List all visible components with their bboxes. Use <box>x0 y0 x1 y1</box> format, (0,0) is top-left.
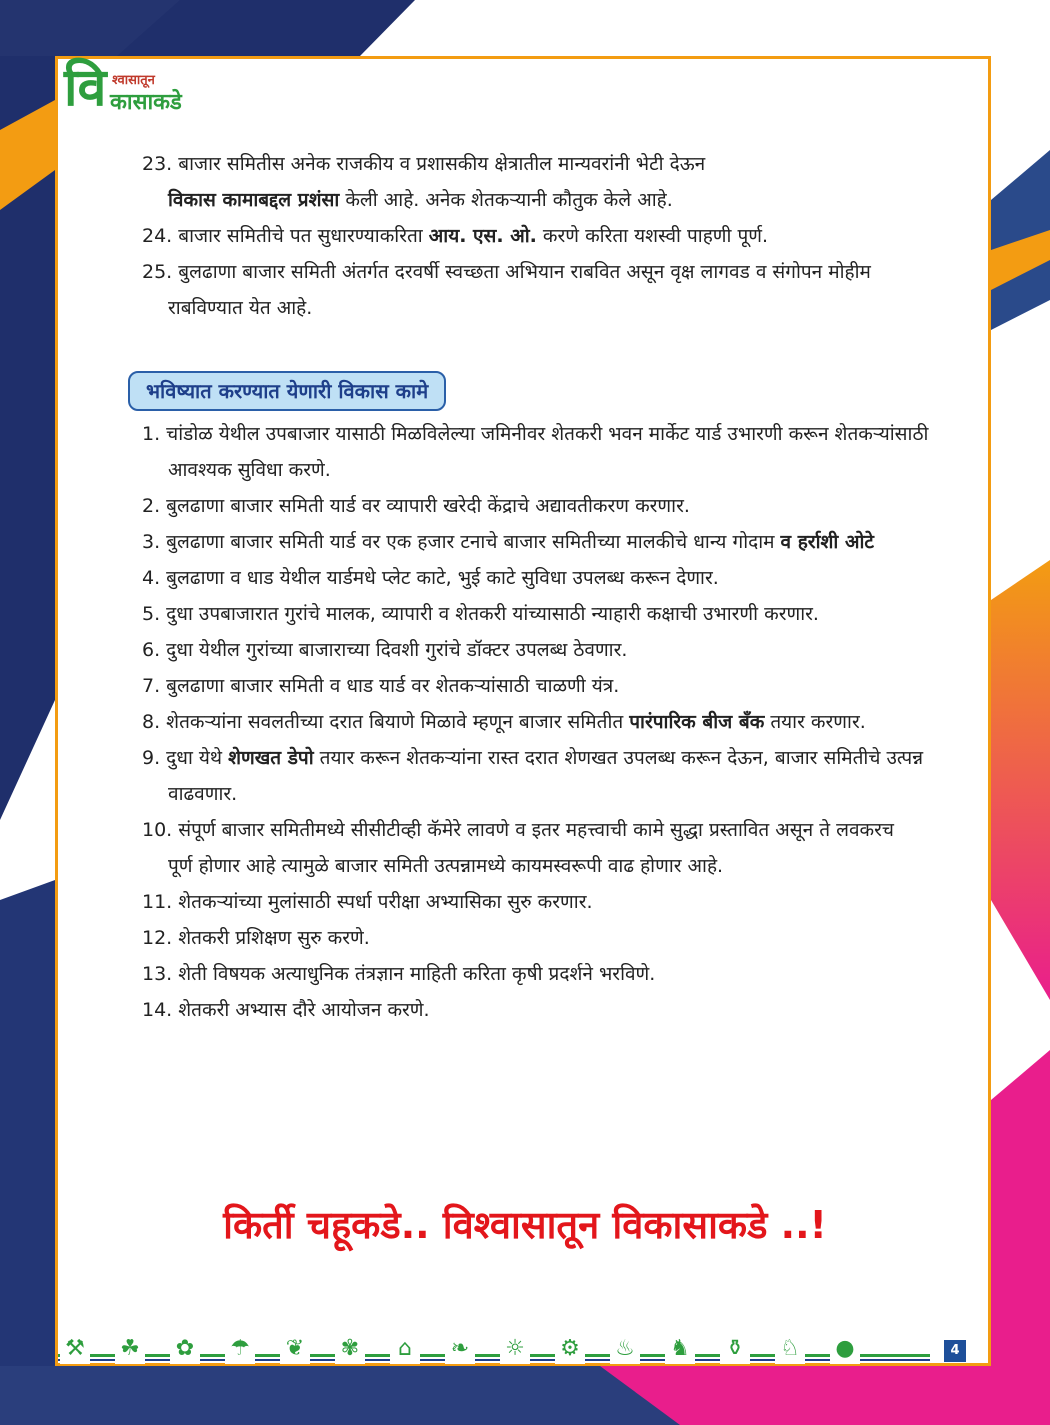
section-heading: भविष्यात करण्यात येणारी विकास कामे <box>128 371 446 411</box>
list-item <box>142 254 1002 290</box>
list-item <box>142 740 1002 776</box>
top-0-cont-text-1: केली आहे. अनेक शेतकऱ्यानी कौतुक केले आहे. <box>339 189 673 211</box>
list-item <box>142 956 1002 992</box>
future-9-text-0: संपूर्ण बाजार समितीमध्ये सीसीटीव्ही कॅमेरे लावणे व इतर महत्त्वाची कामे सुद्धा प्रस्तावित असून ते लवकरच <box>178 819 894 841</box>
list-item <box>142 524 1002 560</box>
logo-small-bottom: कासाकडे <box>110 90 182 115</box>
list-item <box>142 992 1002 1028</box>
list-item-number: 1. <box>142 423 167 445</box>
list-item <box>142 596 1002 632</box>
achievements-list <box>142 146 1002 326</box>
future-12-text-0: शेती विषयक अत्याधुनिक तंत्रज्ञान माहिती करिता कृषी प्रदर्शने भरविणे. <box>178 963 656 985</box>
future-4-text-0: दुधा उपबाजारात गुरांचे मालक, व्यापारी व शेतकरी यांच्यासाठी न्याहारी कक्षाची उभारणी करणार. <box>166 603 819 625</box>
list-item-number: 2. <box>142 495 167 517</box>
top-2-cont-text-0: राबविण्यात येत आहे. <box>168 297 313 319</box>
cow-icon: ♞ <box>665 1334 695 1364</box>
leaf-icon: ❧ <box>445 1334 475 1364</box>
future-2-text-1: व हर्राशी ओटे <box>780 531 874 553</box>
seedling-icon: ❦ <box>280 1334 310 1364</box>
planting-icon: ✿ <box>170 1334 200 1364</box>
future-9-cont-text-0: पूर्ण होणार आहे त्यामुळे बाजार समिती उत्पन्नामध्ये कायमस्वरूपी वाढ होणार आहे. <box>168 855 724 877</box>
list-item-continuation <box>142 452 1002 488</box>
top-1-text-1: आय. एस. ओ. <box>428 225 537 247</box>
list-item <box>142 560 1002 596</box>
list-item <box>142 704 1002 740</box>
list-item-number: 12. <box>142 927 179 949</box>
future-8-text-1: शेणखत डेपो <box>228 747 314 769</box>
future-7-text-2: तयार करणार. <box>764 711 866 733</box>
slogan: किर्ती चहूकडे.. विश्वासातून विकासाकडे ..! <box>223 1203 827 1247</box>
list-item-number: 3. <box>142 531 167 553</box>
future-5-text-0: दुधा येथील गुरांच्या बाजाराच्या दिवशी गुरांचे डॉक्टर उपलब्ध ठेवणार. <box>166 639 628 661</box>
walking-farmer-icon: ☘ <box>115 1334 145 1364</box>
hen-icon: ♘ <box>775 1334 805 1364</box>
list-item-continuation <box>142 290 1002 326</box>
top-1-text-2: करणे करिता यशस्वी पाहणी पूर्ण. <box>536 225 769 247</box>
pig-icon: ● <box>830 1334 860 1364</box>
list-item-number: 14. <box>142 999 179 1021</box>
milk-can-icon: ⚱ <box>720 1334 750 1364</box>
list-item-number: 11. <box>142 891 179 913</box>
tractor-icon: ⚙ <box>555 1334 585 1364</box>
page-number: 4 <box>944 1340 966 1362</box>
list-item-number: 24. <box>142 225 179 247</box>
logo-big-letter: वि <box>64 58 107 118</box>
list-item-continuation <box>142 848 1002 884</box>
future-7-text-1: पारंपारिक बीज बँक <box>629 711 765 733</box>
future-works-list <box>142 416 1002 1028</box>
future-8-cont-text-0: वाढवणार. <box>168 783 238 805</box>
list-item <box>142 488 1002 524</box>
top-0-text-0: बाजार समितीस अनेक राजकीय व प्रशासकीय क्षेत्रातील मान्यवरांनी भेटी देऊन <box>178 153 706 175</box>
future-13-text-0: शेतकरी अभ्यास दौरे आयोजन करणे. <box>178 999 430 1021</box>
top-0-cont-text-0: विकास कामाबद्दल प्रशंसा <box>168 189 340 211</box>
barn-icon: ⌂ <box>390 1334 420 1364</box>
list-item-number: 4. <box>142 567 167 589</box>
basket-icon: ♨ <box>610 1334 640 1364</box>
future-1-text-0: बुलढाणा बाजार समिती यार्ड वर व्यापारी खरेदी केंद्राचे अद्यावतीकरण करणार. <box>166 495 690 517</box>
wheat-icon: ✾ <box>335 1334 365 1364</box>
list-item-number: 6. <box>142 639 167 661</box>
list-item-number: 10. <box>142 819 179 841</box>
future-2-text-0: बुलढाणा बाजार समिती यार्ड वर एक हजार टनाचे बाजार समितीच्या मालकीचे धान्य गोदाम <box>166 531 781 553</box>
farmer-icon: ⚒ <box>60 1334 90 1364</box>
list-item <box>142 668 1002 704</box>
list-item-number: 23. <box>142 153 179 175</box>
list-item <box>142 812 1002 848</box>
list-item-number: 13. <box>142 963 179 985</box>
list-item <box>142 218 1002 254</box>
list-item-number: 5. <box>142 603 167 625</box>
list-item <box>142 146 1002 182</box>
field-sun-icon: ☼ <box>500 1334 530 1364</box>
future-8-text-2: तयार करून शेतकऱ्यांना रास्त दरात शेणखत उपलब्ध करून देऊन, बाजार समितीचे उत्पन्न <box>313 747 924 769</box>
list-item-number: 7. <box>142 675 167 697</box>
future-7-text-0: शेतकऱ्यांना सवलतीच्या दरात बियाणे मिळावे म्हणून बाजार समितीत <box>166 711 630 733</box>
list-item-number: 25. <box>142 261 179 283</box>
future-10-text-0: शेतकऱ्यांच्या मुलांसाठी स्पर्धा परीक्षा अभ्यासिका सुरु करणार. <box>178 891 593 913</box>
list-item-number: 9. <box>142 747 167 769</box>
list-item <box>142 884 1002 920</box>
watering-icon: ☂ <box>225 1334 255 1364</box>
list-item <box>142 632 1002 668</box>
future-0-text-0: चांडोळ येथील उपबाजार यासाठी मिळविलेल्या जमिनीवर शेतकरी भवन मार्केट यार्ड उभारणी करून शेतकऱ्यांसाठी <box>166 423 929 445</box>
logo-small-top: श्वासातून <box>112 73 155 88</box>
list-item <box>142 920 1002 956</box>
future-3-text-0: बुलढाणा व धाड येथील यार्डमधे प्लेट काटे, भुई काटे सुविधा उपलब्ध करून देणार. <box>166 567 719 589</box>
list-item-number: 8. <box>142 711 167 733</box>
footer-strip <box>58 1332 988 1372</box>
future-6-text-0: बुलढाणा बाजार समिती व धाड यार्ड वर शेतकऱ्यांसाठी चाळणी यंत्र. <box>166 675 620 697</box>
future-11-text-0: शेतकरी प्रशिक्षण सुरु करणे. <box>178 927 370 949</box>
logo <box>64 58 204 120</box>
top-1-text-0: बाजार समितीचे पत सुधारण्याकरिता <box>178 225 429 247</box>
list-item-continuation <box>142 776 1002 812</box>
list-item <box>142 416 1002 452</box>
future-8-text-0: दुधा येथे <box>166 747 229 769</box>
list-item-continuation <box>142 182 1002 218</box>
top-2-text-0: बुलढाणा बाजार समिती अंतर्गत दरवर्षी स्वच्छता अभियान राबवित असून वृक्ष लागवड व संगोपन मोहीम <box>178 261 871 283</box>
future-0-cont-text-0: आवश्यक सुविधा करणे. <box>168 459 331 481</box>
